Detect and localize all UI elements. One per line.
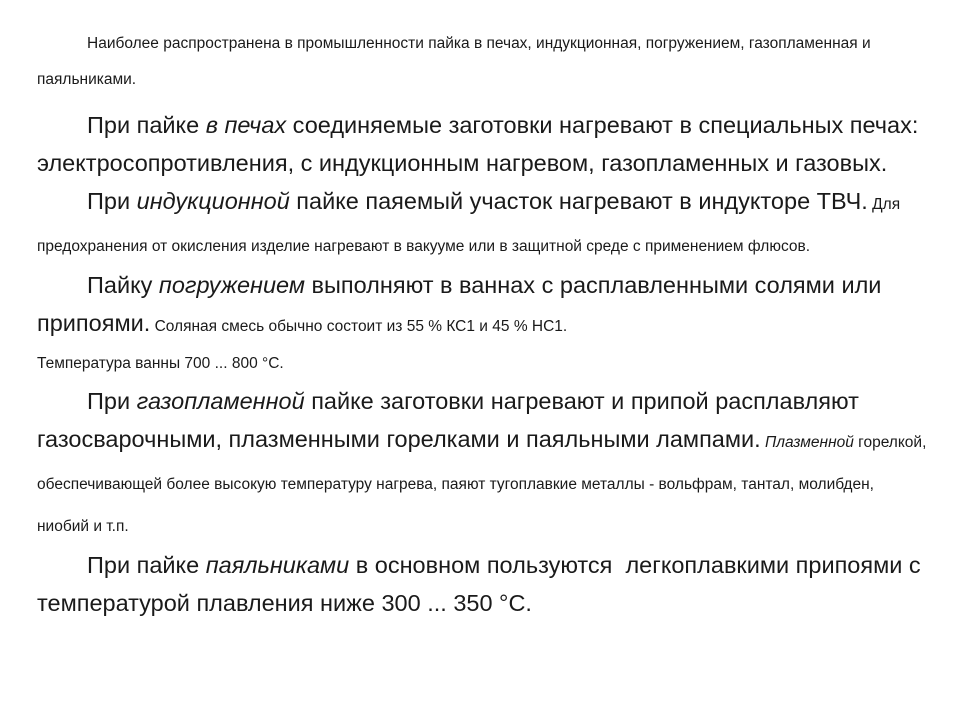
flame-term: газопламенной <box>136 388 305 414</box>
induction-term: индукционной <box>136 188 290 214</box>
iron-text-end: в основном пользуются легкоплавкими припоями с температурой плавления ниже 300 ... 350 °С. <box>37 552 928 616</box>
slide-content <box>37 26 927 622</box>
induction-text-end: пайке паяемый участок нагревают в индукторе ТВЧ. <box>289 188 868 214</box>
dip-temperature-note: Температура ванны 700 ... 800 °С. <box>37 355 284 372</box>
flame-note: горелкой, обеспечивающей более высокую температуру нагрева, паяют тугоплавкие металлы - вольфрам, тантал, молибден, ниобий и т.п. <box>37 434 927 535</box>
paragraph-furnace-soldering <box>37 106 927 182</box>
furnace-term: в печах <box>205 112 287 138</box>
furnace-text-end: соединяемые заготовки нагревают в специальных печах: электросопротивления, с индукционным нагревом, газопламенных и газовых. <box>37 112 919 176</box>
flame-text-start: При <box>87 388 137 414</box>
paragraph-intro: Наиболее распространена в промышленности пайка в печах, индукционная, погружением, газопламенная и паяльниками. <box>37 35 871 88</box>
paragraph-flame-soldering <box>37 382 927 546</box>
paragraph-iron-soldering <box>37 546 927 622</box>
furnace-text-start: При пайке <box>87 112 206 138</box>
plasma-term: Плазменной <box>760 434 854 451</box>
flame-text-end: пайке заготовки нагревают и припой расплавляют газосварочными, плазменными горелками и паяльными лампами. <box>37 388 859 452</box>
iron-term: паяльниками <box>205 552 350 578</box>
dip-text-start: Пайку <box>87 272 159 298</box>
paragraph-induction-soldering <box>37 182 927 266</box>
paragraph-dip-soldering <box>37 266 927 382</box>
iron-text-start: При пайке <box>87 552 206 578</box>
dip-text-end: выполняют в ваннах с расплавленными солями или припоями. <box>37 272 882 336</box>
induction-text-start: При <box>87 188 137 214</box>
dip-note: Соляная смесь обычно состоит из 55 % КС1 и 45 % НС1. <box>150 318 568 335</box>
dip-term: погружением <box>158 272 305 298</box>
induction-note: Для предохранения от окисления изделие нагревают в вакууме или в защитной среде с применением флюсов. <box>37 196 901 255</box>
